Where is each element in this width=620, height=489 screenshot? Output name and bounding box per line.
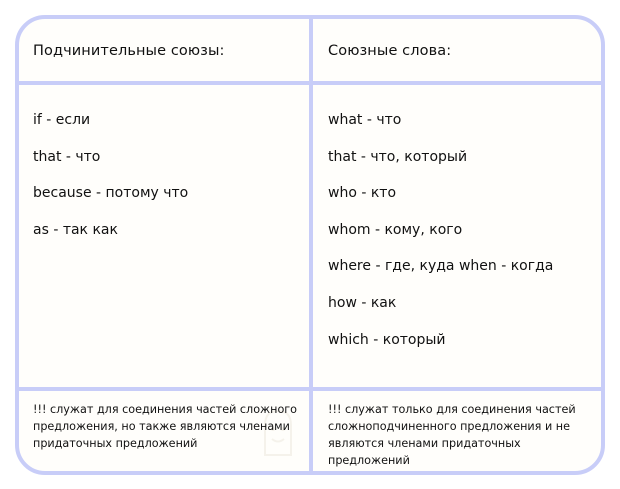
conjunctions-table <box>15 15 605 475</box>
subordinating-conjunctions-list <box>33 111 188 257</box>
list-item: as - так как <box>33 221 118 238</box>
right-column-note: !!! служат только для соединения частей сложноподчиненного предложения и не являются членами придаточных предложений <box>328 403 576 467</box>
list-item: how - как <box>328 294 397 311</box>
list-item: where - где, куда when - когда <box>328 258 554 275</box>
list-item: if - если <box>33 112 91 128</box>
list-item: because - потому что <box>33 185 189 202</box>
list-item: which - который <box>328 331 446 348</box>
list-item: what - что <box>328 112 402 128</box>
list-item: that - что, который <box>328 148 468 165</box>
conjunctive-words-list <box>328 111 553 367</box>
list-item: whom - кому, кого <box>328 221 463 238</box>
left-column-header: Подчинительные союзы: <box>33 43 225 59</box>
note-row-divider <box>19 387 601 391</box>
list-item: that - что <box>33 148 101 165</box>
left-column-note: !!! служат для соединения частей сложного предложения, но также являются членами придаточных предложений <box>33 403 298 450</box>
right-column-header: Союзные слова: <box>328 43 452 59</box>
list-item: who - кто <box>328 185 397 202</box>
header-row-divider <box>19 81 601 85</box>
column-divider <box>309 19 313 471</box>
